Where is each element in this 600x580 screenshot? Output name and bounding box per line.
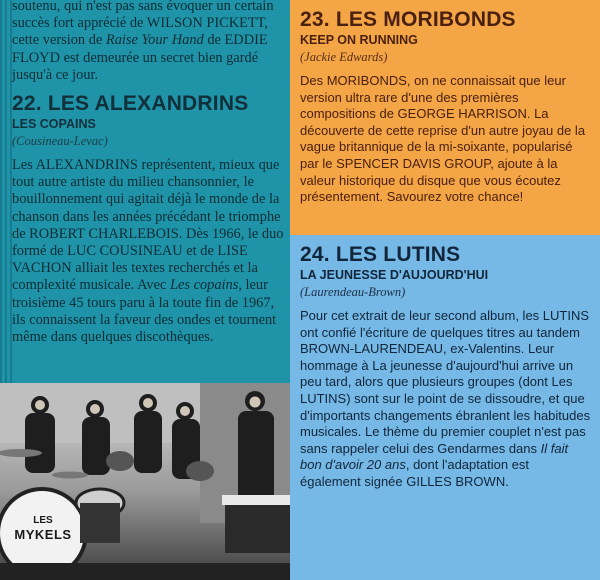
section-24-panel (290, 235, 600, 580)
section-23-credit: (Jackie Edwards) (300, 50, 388, 64)
intro-text-part1: soutenu, qui n'est pas sans évoquer un certain succès fort apprécié de WILSON PICKETT, cette version de (12, 0, 274, 49)
drum-logo-line2: MYKELS (14, 527, 72, 542)
intro-text-part2: de EDDIE FLOYD est demeurée un secret bien gardé jusqu'à ce jour. (12, 32, 268, 83)
section-22-song-title: Les copains (169, 277, 239, 294)
left-column (0, 0, 290, 580)
section-22-text-part2: , leur troisième 45 tours paru à la toute fin de 1967, ils connaissent la faveur des ondes et tournent même dans quelques discothèques. (12, 277, 277, 346)
section-24-song: LA JEUNESSE D'AUJOURD'HUI (300, 268, 489, 282)
drum-logo-line1: LES (33, 515, 53, 526)
section-23-heading: 23. LES MORIBONDS (300, 8, 516, 31)
section-24-song-title: Il fait bon d'avoir 20 ans (300, 440, 569, 473)
section-22-credit: (Cousineau-Levac) (12, 134, 108, 149)
section-22-song: LES COPAINS (12, 117, 96, 132)
section-24-text-part1: Pour cet extrait de leur second album, les LUTINS ont confié l'écriture de quelques titres au tandem BROWN-LAURENDEAU, ex-Valentins. Leur hommage à La jeunesse d'aujourd'hui arrive un peu tard, alors que plusieurs groupes (dont Les LUTINS) sont sur le point de se dissoudre, et que d'importants changements ébranlent les habitudes musicales. Le thème du premier couplet n'est pas sans rappeler celui des Gendarmes dans (300, 308, 591, 456)
section-22-text-part1: Les ALEXANDRINS représentent, mieux que tout autre artiste du milieu chansonnier, le bouillonnement qui agitait déjà le monde de la chanson dans les années précédant le triomphe de ROBERT CHARLEBOIS. Dès 1966, le duo formé de LUC COUSINEAU et de LISE VACHON alliait les textes recherchés et la complexité musicale. Avec (12, 157, 284, 294)
left-text-block (12, 0, 284, 346)
section-22-heading: 22. LES ALEXANDRINS (12, 92, 249, 116)
intro-paragraph (12, 0, 284, 84)
section-23-song: KEEP ON RUNNING (300, 33, 418, 47)
section-23-panel (290, 0, 600, 235)
section-22-paragraph (12, 157, 284, 346)
band-photo (0, 383, 290, 580)
section-23-paragraph: Des MORIBONDS, on ne connaissait que leur version ultra rare d'une des premières compositions de GEORGE HARRISON. La découverte de cette reprise d'un autre joyau de la vague britannique de la mi-soixante, popularisé par le SPENCER DAVIS GROUP, ajoute à la valeur historique du disque que vous écoutez présentement. Savourez votre chance! (300, 73, 586, 205)
section-23-block (300, 6, 592, 206)
section-24-paragraph (300, 308, 592, 491)
intro-song-title: Raise Your Hand (105, 32, 204, 49)
section-24-heading: 24. LES LUTINS (300, 243, 461, 266)
section-24-credit: (Laurendeau-Brown) (300, 285, 406, 299)
drum-logo (14, 514, 72, 542)
section-24-text-part2: , dont l'adaptation est également signée GILLES BROWN. (300, 457, 530, 489)
section-24-block (300, 243, 592, 491)
